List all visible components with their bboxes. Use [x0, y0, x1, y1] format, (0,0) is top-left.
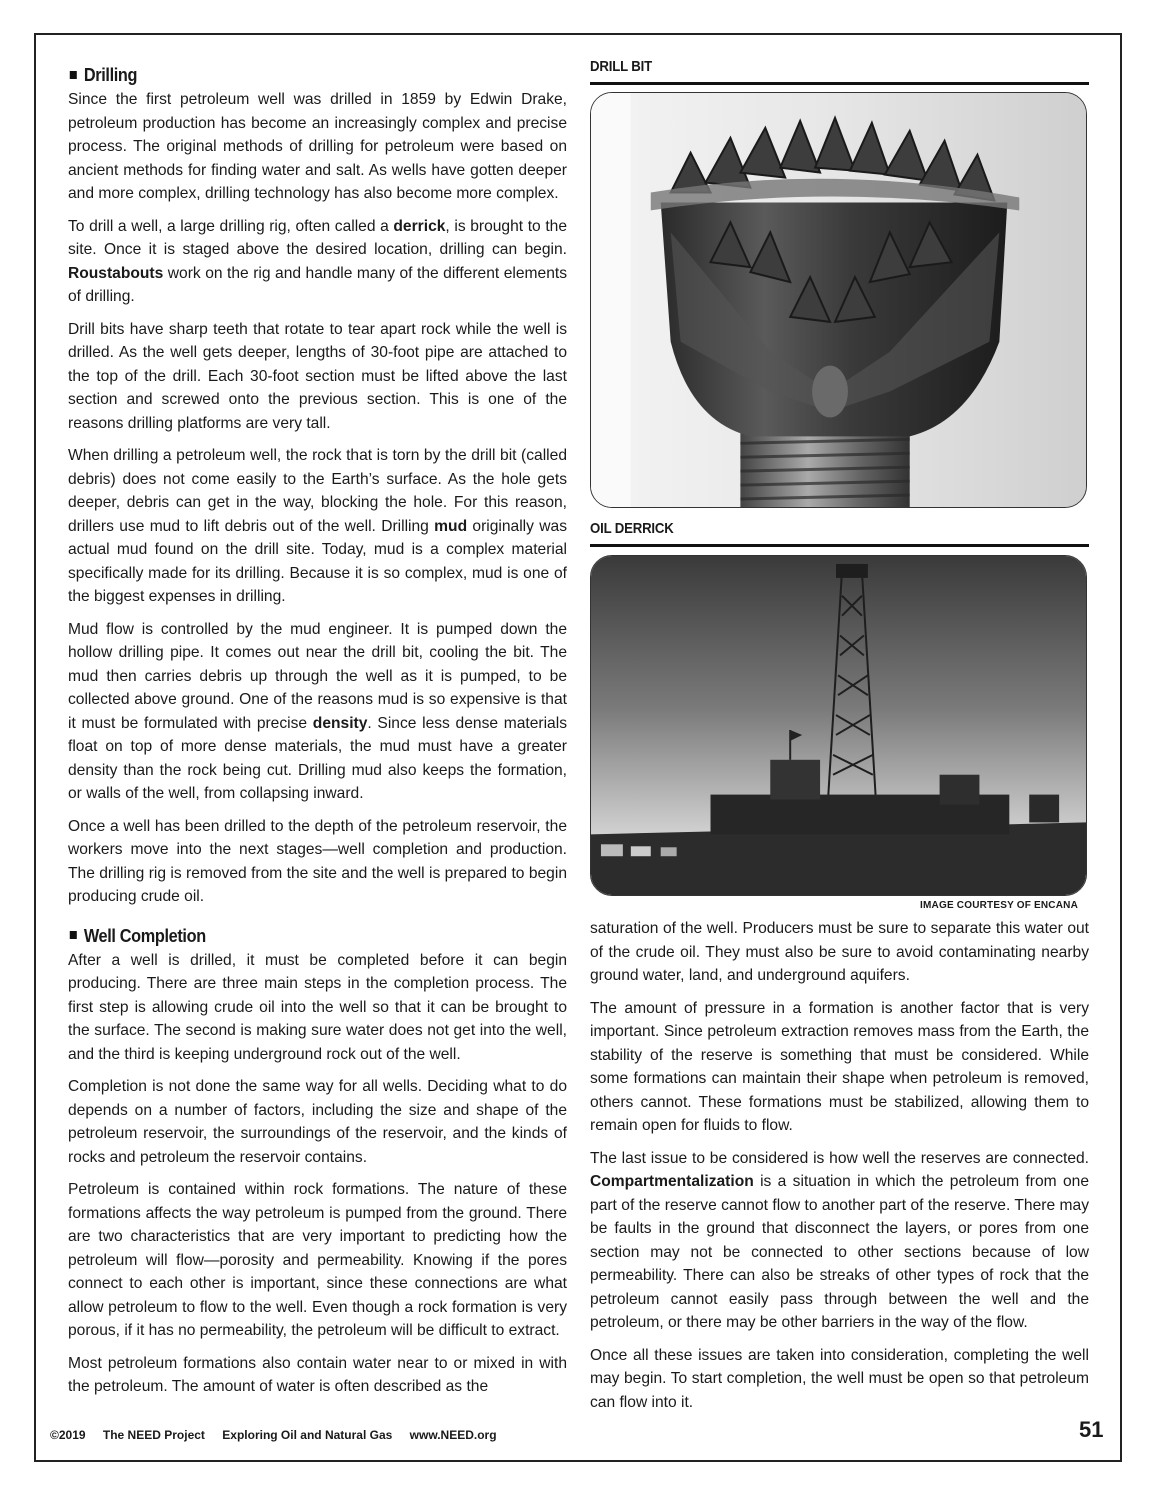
paragraph: Petroleum is contained within rock formations. The nature of these formations affects the way petroleum is pumped from the ground. There are two characteristics that are very important to predicting how the petroleum will flow—porosity and permeability. Knowing if the pores connect to each other is important, since these connections are what allow petroleum to flow to the well. Even though a rock formation is very porous, if it has no permeability, the petroleum will be difficult to extract. — [68, 1181, 567, 1339]
paragraph: To drill a well, a large drilling rig, often called a derrick, is brought to the site. Once it is staged above the desired location, drilling can begin. Roustabouts work on the rig and handle many of the different elements of drilling. — [68, 217, 567, 305]
term-mud: mud — [434, 517, 468, 535]
page-footer — [50, 1428, 511, 1442]
paragraph: Drill bits have sharp teeth that rotate to tear apart rock while the well is drilled. As the well gets deeper, lengths of 30-foot pipe are attached to the top of the drill. Each 30-foot section must be lifted above the last section and screwed onto the previous section. This is one of the reasons drilling platforms are very tall. — [68, 320, 567, 432]
figure-rule — [590, 544, 1089, 547]
footer-copyright: ©2019 — [50, 1428, 86, 1442]
term-derrick: derrick — [393, 217, 446, 235]
right-column — [590, 917, 1089, 1423]
paragraph: When drilling a petroleum well, the rock that is torn by the drill bit (called debris) does not come easily to the Earth’s surface. As the hole gets deeper, debris can get in the way, blocking the hole. For this reason, drillers use mud to lift debris out of the well. Drilling mud originally was actual mud found on the drill site. Today, mud is a complex material specifically made for its drilling. Because it is so complex, mud is one of the biggest expenses in drilling. — [68, 447, 567, 605]
term-roustabouts: Roustabouts — [68, 264, 164, 282]
paragraph: The last issue to be considered is how well the reserves are connected. Compartmentalization is a situation in which the petroleum from one part of the reserve cannot flow to another part of the reserve. There may be faults in the ground that disconnect the layers, or pores from one section may not be connected to other sections because of low permeability. There can also be streaks of other types of rock that the petroleum cannot easily pass through between the well and the petroleum, or there may be other barriers in the way of the flow. — [590, 1149, 1089, 1331]
paragraph: Once a well has been drilled to the depth of the petroleum reservoir, the workers move into the next stages—well completion and production. The drilling rig is removed from the site and the well is prepared to begin producing crude oil. — [68, 817, 567, 905]
square-bullet-icon — [70, 71, 77, 79]
figure-rule — [590, 82, 1089, 85]
paragraph: After a well is drilled, it must be completed before it can begin producing. There are three main steps in the completion process. The first step is allowing crude oil into the well so that it can be brought to the surface. The second is making sure water does not get into the well, and the third is keeping underground rock out of the well. — [68, 951, 567, 1063]
footer-org: The NEED Project — [102, 1428, 205, 1442]
figure-label-oil-derrick: OIL DERRICK — [590, 520, 674, 537]
page-number: 51 — [1079, 1417, 1104, 1442]
paragraph: Mud flow is controlled by the mud engineer. It is pumped down the hollow drilling pipe. It comes out near the drill bit, cooling the bit. The mud then carries debris up through the well as it is pumped, to be collected above ground. One of the reasons mud is so expensive is that it must be formulated with precise density. Since less dense materials float on top of more dense materials, the mud must have a greater density than the rock being cut. Drilling mud also keeps the formation, or walls of the well, from collapsing inward. — [68, 620, 567, 802]
left-column — [68, 62, 567, 1408]
oil-derrick-photo — [590, 555, 1087, 896]
term-density: density — [312, 714, 368, 732]
term-compartmentalization: Compartmentalization — [590, 1173, 754, 1190]
paragraph: saturation of the well. Producers must be sure to separate this water out of the crude oil. They must also be sure to avoid contaminating nearby ground water, land, and underground aquifers. — [590, 920, 1089, 984]
paragraph: Most petroleum formations also contain water near to or mixed in with the petroleum. The amount of water is often described as the — [68, 1354, 567, 1395]
section-heading-well-completion: Well Completion — [68, 923, 507, 949]
section-heading-drilling: Drilling — [68, 62, 507, 88]
footer-url: www.NEED.org — [409, 1428, 497, 1442]
figure-label-drill-bit: DRILL BIT — [590, 58, 652, 75]
paragraph: Since the first petroleum well was drilled in 1859 by Edwin Drake, petroleum production has become an increasingly complex and precise process. The original methods of drilling for petroleum were based on ancient methods for finding water and salt. As wells have gotten deeper and more complex, drilling technology has also become more complex. — [68, 91, 567, 202]
footer-title: Exploring Oil and Natural Gas — [222, 1428, 393, 1442]
drill-bit-photo — [590, 92, 1087, 508]
paragraph: The amount of pressure in a formation is another factor that is very important. Since petroleum extraction removes mass from the Earth, the stability of the reserve is something that must be considered. While some formations can maintain their shape when petroleum is removed, others cannot. These formations must be stabilized, allowing them to remain open for fluids to flow. — [590, 999, 1089, 1134]
image-credit: IMAGE COURTESY OF ENCANA — [920, 900, 1078, 911]
paragraph: Completion is not done the same way for all wells. Deciding what to do depends on a number of factors, including the size and shape of the petroleum reservoir, the surroundings of the reservoir, and the kinds of rocks and petroleum the reservoir contains. — [68, 1078, 567, 1166]
square-bullet-icon — [70, 931, 77, 939]
paragraph: Once all these issues are taken into consideration, completing the well may begin. To start completion, the well must be open so that petroleum can flow into it. — [590, 1346, 1089, 1411]
